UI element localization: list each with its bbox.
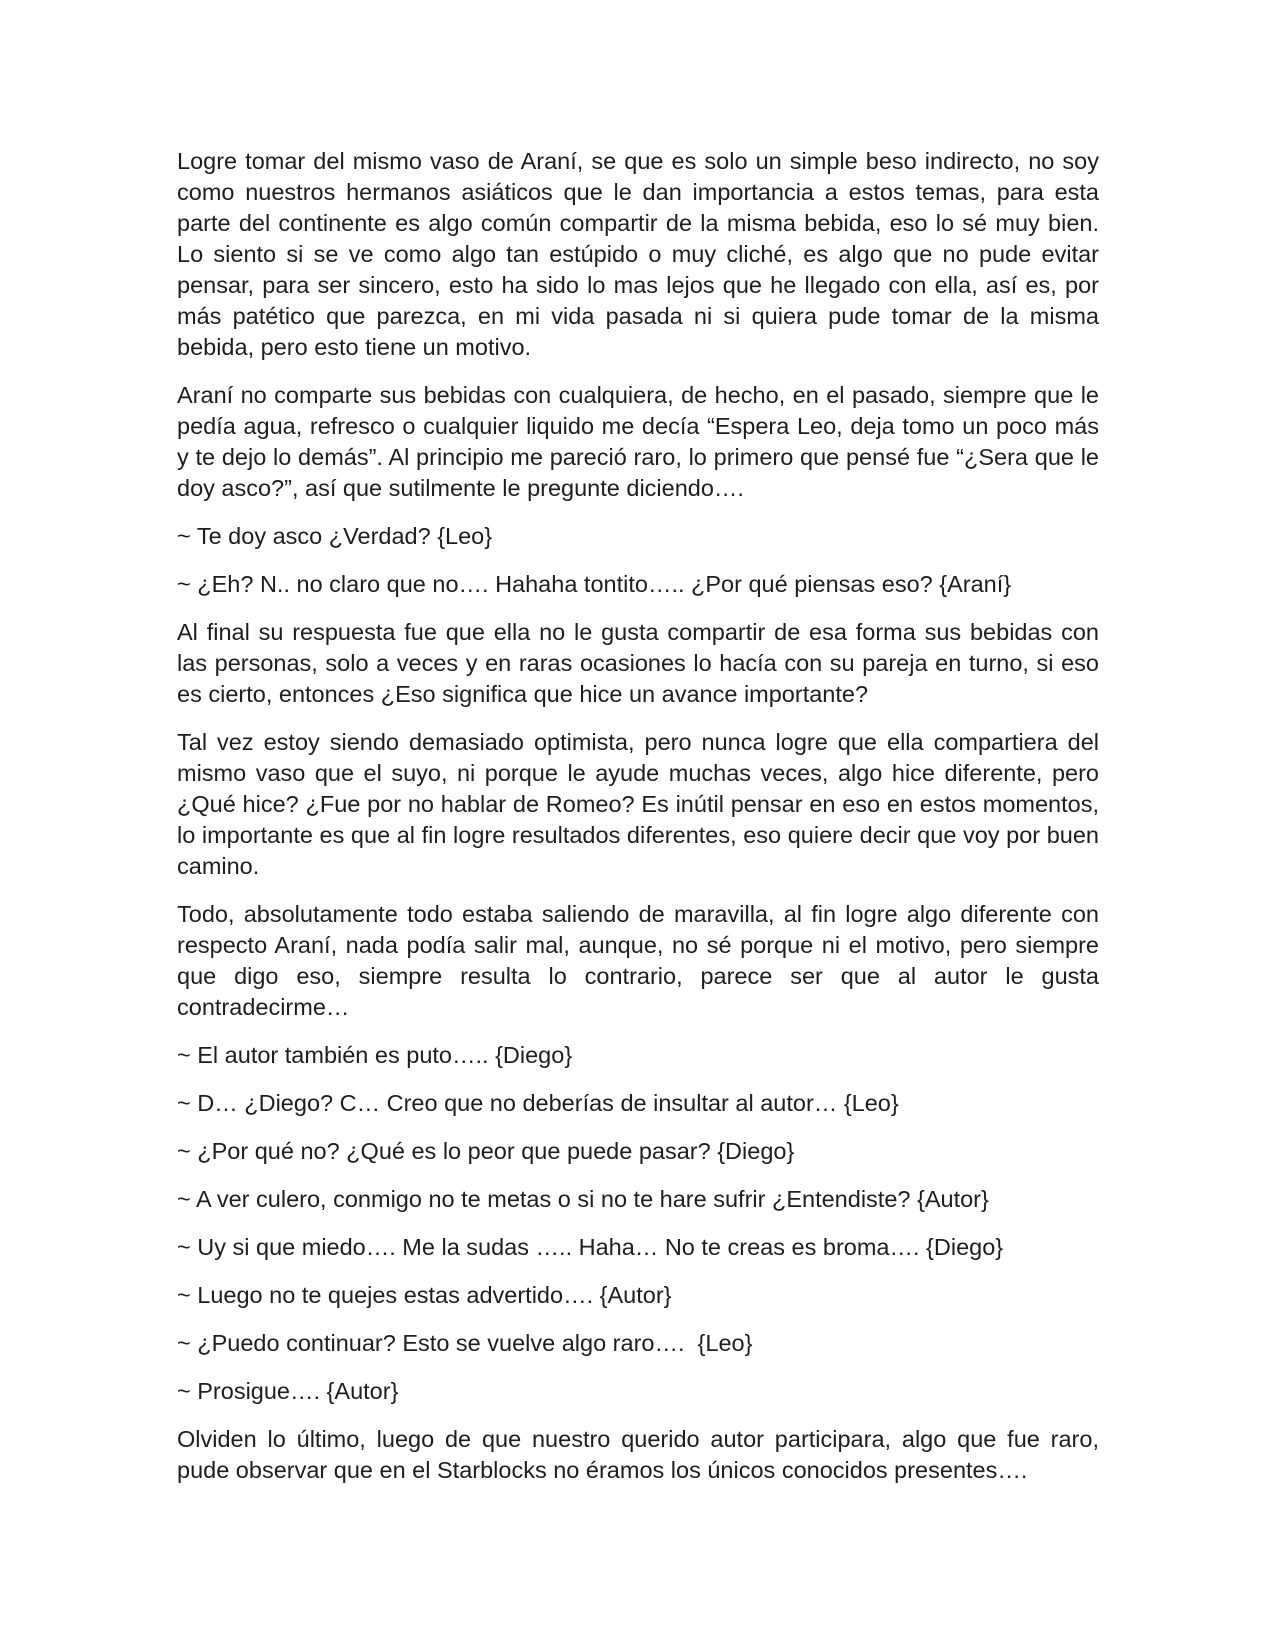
dialogue-line: ~ Uy si que miedo…. Me la sudas ….. Haha… No te creas es broma…. {Diego} <box>177 1234 1004 1260</box>
dialogue-line: ~ A ver culero, conmigo no te metas o si no te hare sufrir ¿Entendiste? {Autor} <box>177 1186 989 1212</box>
dialogue-line: ~ El autor también es puto….. {Diego} <box>177 1042 573 1068</box>
paragraph: Todo, absolutamente todo estaba saliendo de maravilla, al fin logre algo diferente con respecto Araní, nada podía salir mal, aunque, no sé porque ni el motivo, pero siempre que digo eso, siempre resulta lo contrario, parece ser que al autor le gusta contradecirme… <box>177 901 1099 1020</box>
paragraph: Tal vez estoy siendo demasiado optimista, pero nunca logre que ella compartiera del mismo vaso que el suyo, ni porque le ayude muchas veces, algo hice diferente, pero ¿Qué hice? ¿Fue por no hablar de Romeo? Es inútil pensar en eso en estos momentos, lo importante es que al fin logre resultados diferentes, eso quiere decir que voy por buen camino. <box>177 729 1099 879</box>
dialogue-line: ~ D… ¿Diego? C… Creo que no deberías de insultar al autor… {Leo} <box>177 1090 899 1116</box>
dialogue-line: ~ ¿Puedo continuar? Esto se vuelve algo raro…. {Leo} <box>177 1330 753 1356</box>
dialogue-line: ~ Te doy asco ¿Verdad? {Leo} <box>177 523 493 549</box>
document-page <box>177 146 1099 1503</box>
paragraph: Al final su respuesta fue que ella no le gusta compartir de esa forma sus bebidas con las personas, solo a veces y en raras ocasiones lo hacía con su pareja en turno, si eso es cierto, entonces ¿Eso significa que hice un avance importante? <box>177 619 1099 707</box>
paragraph: Araní no comparte sus bebidas con cualquiera, de hecho, en el pasado, siempre que le pedía agua, refresco o cualquier liquido me decía “Espera Leo, deja tomo un poco más y te dejo lo demás”. Al principio me pareció raro, lo primero que pensé fue “¿Sera que le doy asco?”, así que sutilmente le pregunte diciendo…. <box>177 382 1099 501</box>
dialogue-line: ~ Prosigue…. {Autor} <box>177 1378 399 1404</box>
dialogue-line: ~ Luego no te quejes estas advertido…. {Autor} <box>177 1282 672 1308</box>
paragraph: Logre tomar del mismo vaso de Araní, se que es solo un simple beso indirecto, no soy como nuestros hermanos asiáticos que le dan importancia a estos temas, para esta parte del continente es algo común compartir de la misma bebida, eso lo sé muy bien. Lo siento si se ve como algo tan estúpido o muy cliché, es algo que no pude evitar pensar, para ser sincero, esto ha sido lo mas lejos que he llegado con ella, así es, por más patético que parezca, en mi vida pasada ni si quiera pude tomar de la misma bebida, pero esto tiene un motivo. <box>177 148 1099 360</box>
dialogue-line: ~ ¿Por qué no? ¿Qué es lo peor que puede pasar? {Diego} <box>177 1138 795 1164</box>
paragraph: Olviden lo último, luego de que nuestro querido autor participara, algo que fue raro, pude observar que en el Starblocks no éramos los únicos conocidos presentes…. <box>177 1426 1099 1483</box>
dialogue-line: ~ ¿Eh? N.. no claro que no…. Hahaha tontito….. ¿Por qué piensas eso? {Araní} <box>177 571 1012 597</box>
